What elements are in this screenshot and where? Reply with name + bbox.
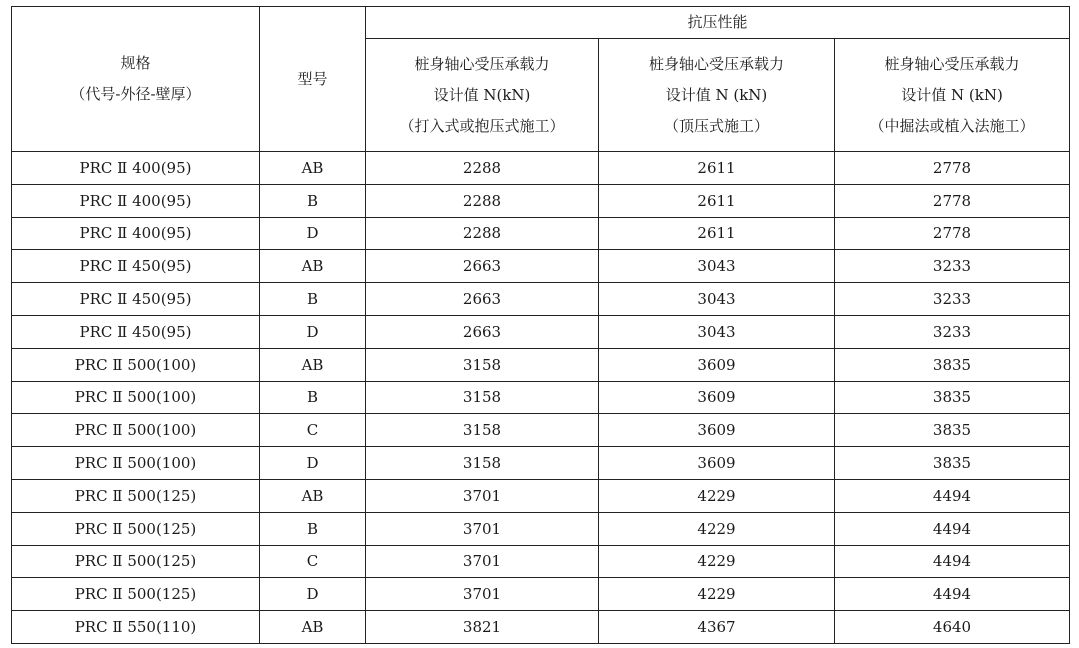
cell-spec: PRC Ⅱ 450(95) [12, 250, 260, 283]
cell-model: AB [260, 250, 366, 283]
table-row [12, 152, 1070, 185]
cell-spec: PRC Ⅱ 450(95) [12, 315, 260, 348]
table-row [12, 283, 1070, 316]
table-row [12, 217, 1070, 250]
header-col-driven-line2: 设计值 N(kN) [433, 85, 531, 104]
cell-jacked: 3043 [599, 315, 835, 348]
cell-bored: 3835 [835, 447, 1070, 480]
cell-jacked: 4367 [599, 611, 835, 644]
cell-model: AB [260, 348, 366, 381]
cell-bored: 3835 [835, 414, 1070, 447]
cell-driven: 3701 [366, 578, 599, 611]
cell-bored: 2778 [835, 217, 1070, 250]
cell-jacked: 3609 [599, 447, 835, 480]
cell-model: C [260, 414, 366, 447]
cell-driven: 3158 [366, 414, 599, 447]
header-col-bored-line1: 桩身轴心受压承载力 [884, 54, 1020, 73]
cell-model: AB [260, 479, 366, 512]
cell-spec: PRC Ⅱ 500(100) [12, 348, 260, 381]
table-row [12, 611, 1070, 644]
header-col-bored-line2: 设计值 N (kN) [901, 85, 1003, 104]
cell-model: B [260, 381, 366, 414]
cell-model: D [260, 447, 366, 480]
cell-jacked: 3609 [599, 414, 835, 447]
cell-bored: 4494 [835, 578, 1070, 611]
table-row [12, 479, 1070, 512]
header-col-jacked-line3: （顶压式施工） [663, 116, 769, 135]
table-row [12, 184, 1070, 217]
cell-spec: PRC Ⅱ 500(125) [12, 545, 260, 578]
header-col-jacked [599, 39, 835, 152]
cell-spec: PRC Ⅱ 400(95) [12, 184, 260, 217]
cell-spec: PRC Ⅱ 450(95) [12, 283, 260, 316]
cell-model: B [260, 512, 366, 545]
table-row [12, 348, 1070, 381]
cell-jacked: 2611 [599, 184, 835, 217]
cell-jacked: 3609 [599, 381, 835, 414]
cell-spec: PRC Ⅱ 500(125) [12, 479, 260, 512]
cell-jacked: 3043 [599, 283, 835, 316]
cell-jacked: 2611 [599, 217, 835, 250]
cell-model: AB [260, 611, 366, 644]
header-spec [12, 7, 260, 152]
header-col-jacked-line1: 桩身轴心受压承载力 [648, 54, 784, 73]
cell-spec: PRC Ⅱ 500(100) [12, 381, 260, 414]
header-spec-line1: 规格 [120, 54, 151, 72]
table-row [12, 447, 1070, 480]
cell-driven: 2663 [366, 315, 599, 348]
compression-capacity-table [11, 6, 1070, 644]
header-col-jacked-line2: 设计值 N (kN) [665, 85, 768, 104]
cell-driven: 3701 [366, 479, 599, 512]
header-col-driven-line3: （打入式或抱压式施工） [399, 116, 565, 135]
cell-spec: PRC Ⅱ 500(100) [12, 447, 260, 480]
cell-spec: PRC Ⅱ 550(110) [12, 611, 260, 644]
cell-bored: 2778 [835, 152, 1070, 185]
cell-driven: 2663 [366, 283, 599, 316]
cell-driven: 3701 [366, 545, 599, 578]
cell-model: D [260, 578, 366, 611]
cell-model: C [260, 545, 366, 578]
cell-model: AB [260, 152, 366, 185]
header-group-compression: 抗压性能 [366, 7, 1070, 39]
cell-driven: 2288 [366, 217, 599, 250]
cell-driven: 3158 [366, 447, 599, 480]
table-row [12, 315, 1070, 348]
cell-jacked: 4229 [599, 545, 835, 578]
cell-jacked: 4229 [599, 578, 835, 611]
cell-driven: 3158 [366, 348, 599, 381]
table-row [12, 545, 1070, 578]
table-row [12, 512, 1070, 545]
cell-model: D [260, 217, 366, 250]
cell-driven: 2288 [366, 184, 599, 217]
cell-bored: 3233 [835, 250, 1070, 283]
header-col-bored [835, 39, 1070, 152]
table-row [12, 578, 1070, 611]
cell-bored: 4494 [835, 479, 1070, 512]
cell-bored: 4494 [835, 545, 1070, 578]
table-row [12, 381, 1070, 414]
header-spec-line2: （代号-外径-壁厚） [70, 85, 201, 103]
cell-driven: 2663 [366, 250, 599, 283]
cell-spec: PRC Ⅱ 500(100) [12, 414, 260, 447]
cell-jacked: 3609 [599, 348, 835, 381]
cell-model: B [260, 184, 366, 217]
header-col-driven-line1: 桩身轴心受压承载力 [414, 54, 550, 73]
cell-jacked: 2611 [599, 152, 835, 185]
cell-bored: 4494 [835, 512, 1070, 545]
cell-bored: 3835 [835, 348, 1070, 381]
cell-bored: 3233 [835, 283, 1070, 316]
cell-spec: PRC Ⅱ 400(95) [12, 152, 260, 185]
cell-driven: 2288 [366, 152, 599, 185]
header-col-driven [366, 39, 599, 152]
table-row [12, 250, 1070, 283]
header-model: 型号 [260, 7, 366, 152]
document-sheet [11, 6, 1069, 644]
cell-driven: 3821 [366, 611, 599, 644]
cell-driven: 3158 [366, 381, 599, 414]
cell-jacked: 4229 [599, 479, 835, 512]
cell-bored: 3233 [835, 315, 1070, 348]
table-row [12, 414, 1070, 447]
cell-bored: 2778 [835, 184, 1070, 217]
cell-model: B [260, 283, 366, 316]
cell-jacked: 3043 [599, 250, 835, 283]
cell-driven: 3701 [366, 512, 599, 545]
cell-spec: PRC Ⅱ 400(95) [12, 217, 260, 250]
cell-model: D [260, 315, 366, 348]
cell-bored: 4640 [835, 611, 1070, 644]
cell-jacked: 4229 [599, 512, 835, 545]
header-col-bored-line3: （中掘法或植入法施工） [869, 116, 1035, 135]
cell-spec: PRC Ⅱ 500(125) [12, 512, 260, 545]
cell-bored: 3835 [835, 381, 1070, 414]
cell-spec: PRC Ⅱ 500(125) [12, 578, 260, 611]
